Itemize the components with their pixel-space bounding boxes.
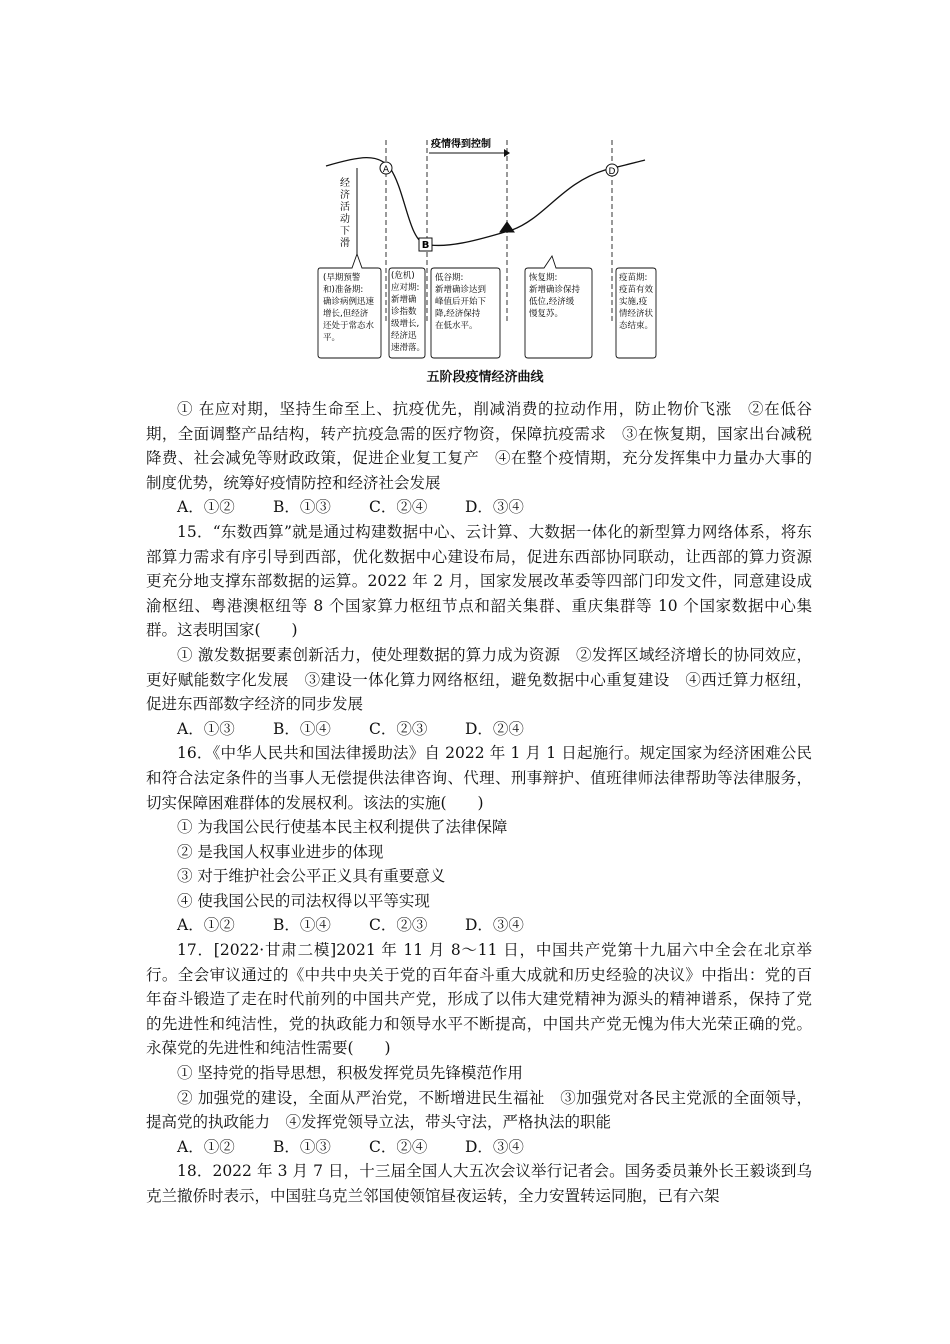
q15-options — [146, 717, 812, 742]
economic-curve-svg — [300, 128, 660, 378]
option-c[interactable]: C．②③ — [369, 916, 428, 935]
q18-stem: 18．2022 年 3 月 7 日，十三届全国人大五次会议举行记者会。国务委员兼外长王毅谈到乌克兰撤侨时表示，中国驻乌克兰邻国使领馆昼夜运转，全力安置转运同胞，已有六架 — [146, 1162, 812, 1205]
option-a[interactable]: A．①② — [177, 916, 235, 935]
q16-item: ④ 使我国公民的司法权得以平等实现 — [177, 891, 430, 910]
option-d[interactable]: D．③④ — [465, 498, 524, 517]
stage-box-1-line: 增长,但经济 — [323, 309, 369, 319]
point-d-label: D — [608, 167, 616, 177]
stage-box-3-line: 峰值后开始下 — [435, 297, 487, 307]
figure-title: 五阶段疫情经济曲线 — [426, 370, 544, 385]
option-a[interactable]: A．①② — [177, 498, 235, 517]
stage-box-3-line: 在低水平。 — [435, 321, 478, 331]
stage-box-3-line: 新增确诊达到 — [435, 285, 487, 295]
q17-options — [146, 1135, 812, 1160]
stage-box-2-line: 速滑落。 — [391, 343, 426, 353]
q17-item: ① 坚持党的指导思想，积极发挥党员先锋模范作用 — [177, 1064, 523, 1083]
side-label-char: 济 — [340, 190, 350, 201]
stage-box-3-line: 降,经济保持 — [435, 309, 481, 319]
stage-box-5-line: 疫苗期: — [619, 273, 648, 283]
stage-box-4 — [525, 256, 592, 358]
q14-statement: ① 在应对期，坚持生命至上、抗疫优先，削减消费的拉动作用，防止物价飞涨 ②在低谷期，全面调整产品结构，转产抗疫急需的医疗物资，保障抗疫需求 ③在恢复期，国家出台减税降费、社会减免等财政政策，促进企业复工复产 ④在整个疫情期，充分发挥集中力量办大事的制度优势，统筹好疫情防控和经济社会发展 — [146, 400, 812, 492]
economic-curve-figure — [300, 128, 660, 388]
point-b-label: B — [421, 240, 430, 251]
stage-box-1-line: 确诊病例迅速 — [323, 297, 375, 307]
stage-box-5-line: 态结束。 — [619, 321, 654, 331]
q15-stem: 15．“东数西算”就是通过构建数据中心、云计算、大数据一体化的新型算力网络体系，将东部算力需求有序引导到西部，优化数据中心建设布局，促进东西部协同联动，让西部的算力资源更充分地支撑东部数据的运算。2022 年 2 月，国家发展改革委等四部门印发文件，同意建设成渝枢纽、粤港澳枢纽等 8 个国家算力枢纽节点和韶关集群、重庆集群等 10 个国家数据中心集群。这表明国家( ) — [146, 522, 812, 640]
q16-stem: 16．《中华人民共和国法律援助法》自 2022 年 1 月 1 日起施行。规定国家为经济困难公民和符合法定条件的当事人无偿提供法律咨询、代理、刑事辩护、值班律师法律帮助等法律服务，切实保障困难群体的发展权利。该法的实施( ) — [146, 744, 812, 812]
q16-item: ② 是我国人权事业进步的体现 — [177, 842, 384, 861]
stage-box-5-line: 实施,疫 — [619, 297, 648, 307]
stage-box-5-line: 情经济状 — [619, 309, 654, 319]
question-text-block — [146, 397, 812, 1209]
option-a[interactable]: A．①② — [177, 1137, 235, 1156]
option-b[interactable]: B．①③ — [273, 498, 331, 517]
side-label-char: 经 — [340, 178, 350, 189]
option-a[interactable]: A．①③ — [177, 719, 235, 738]
q15-statement: ① 激发数据要素创新活力，使处理数据的算力成为资源 ②发挥区域经济增长的协同效应，更好赋能数字化发展 ③建设一体化算力网络枢纽，避免数据中心重复建设 ④西迁算力枢纽，促进东西部数字经济的同步发展 — [146, 645, 812, 714]
side-label-char: 滑 — [340, 238, 350, 249]
stage-box-4-line: 新增确诊保持 — [529, 285, 581, 295]
controlled-label: 疫情得到控制 — [431, 139, 491, 150]
point-c-label: C — [506, 230, 508, 231]
stage-box-2-line: 经济迅 — [391, 331, 417, 341]
stage-box-2-line: (危机) — [391, 271, 415, 281]
option-b[interactable]: B．①④ — [273, 916, 331, 935]
side-label-char: 活 — [340, 202, 350, 213]
option-d[interactable]: D．③④ — [465, 1137, 524, 1156]
option-c[interactable]: C．②③ — [369, 719, 428, 738]
stage-box-1-line: (早期预警 — [323, 273, 361, 283]
stage-box-2-line: 应对期: — [391, 283, 420, 293]
economic-curve — [326, 158, 645, 246]
option-d[interactable]: D．③④ — [465, 916, 524, 935]
stage-box-2-line: 诊指数 — [391, 307, 417, 317]
stage-box-5-line: 疫苗有效 — [619, 285, 654, 295]
option-b[interactable]: B．①④ — [273, 719, 331, 738]
q16-item: ① 为我国公民行使基本民主权利提供了法律保障 — [177, 818, 508, 837]
option-d[interactable]: D．②④ — [465, 719, 524, 738]
point-a-label: A — [382, 165, 390, 175]
stage-box-4-line: 恢复期: — [529, 273, 558, 283]
option-c[interactable]: C．②④ — [369, 498, 428, 517]
stage-box-4-line: 低位,经济缓 — [529, 297, 575, 307]
side-label-char: 动 — [340, 214, 350, 225]
stage-box-1-line: 还处于常态水 — [323, 321, 375, 331]
option-b[interactable]: B．①③ — [273, 1137, 331, 1156]
stage-box-4-line: 慢复苏。 — [529, 309, 564, 319]
q14-options — [146, 495, 812, 520]
stage-box-3-line: 低谷期: — [435, 273, 464, 283]
stage-box-2-line: 新增确 — [391, 295, 417, 305]
option-c[interactable]: C．②④ — [369, 1137, 428, 1156]
q16-options — [146, 913, 812, 938]
stage-box-2-line: 级增长, — [391, 319, 420, 329]
q17-item: ② 加强党的建设，全面从严治党，不断增进民生福祉 ③加强党对各民主党派的全面领导，提高党的执政能力 ④发挥党领导立法，带头守法，严格执法的职能 — [146, 1088, 812, 1132]
side-label-char: 下 — [340, 226, 350, 237]
stage-box-1-line: 平。 — [323, 333, 341, 343]
q17-stem: 17．[2022·甘肃二模]2021 年 11 月 8～11 日，中国共产党第十九届六中全会在北京举行。全会审议通过的《中共中央关于党的百年奋斗重大成就和历史经验的决议》中指出：党的百年奋斗锻造了走在时代前列的中国共产党，形成了以伟大建党精神为源头的精神谱系，保持了党的先进性和纯洁性，党的执政能力和领导水平不断提高，中国共产党无愧为伟大光荣正确的党。永葆党的先进性和纯洁性需要( ) — [146, 941, 812, 1058]
stage-box-1-line: 和)准备期: — [323, 285, 364, 295]
q16-item: ③ 对于维护社会公平正义具有重要意义 — [177, 867, 446, 886]
